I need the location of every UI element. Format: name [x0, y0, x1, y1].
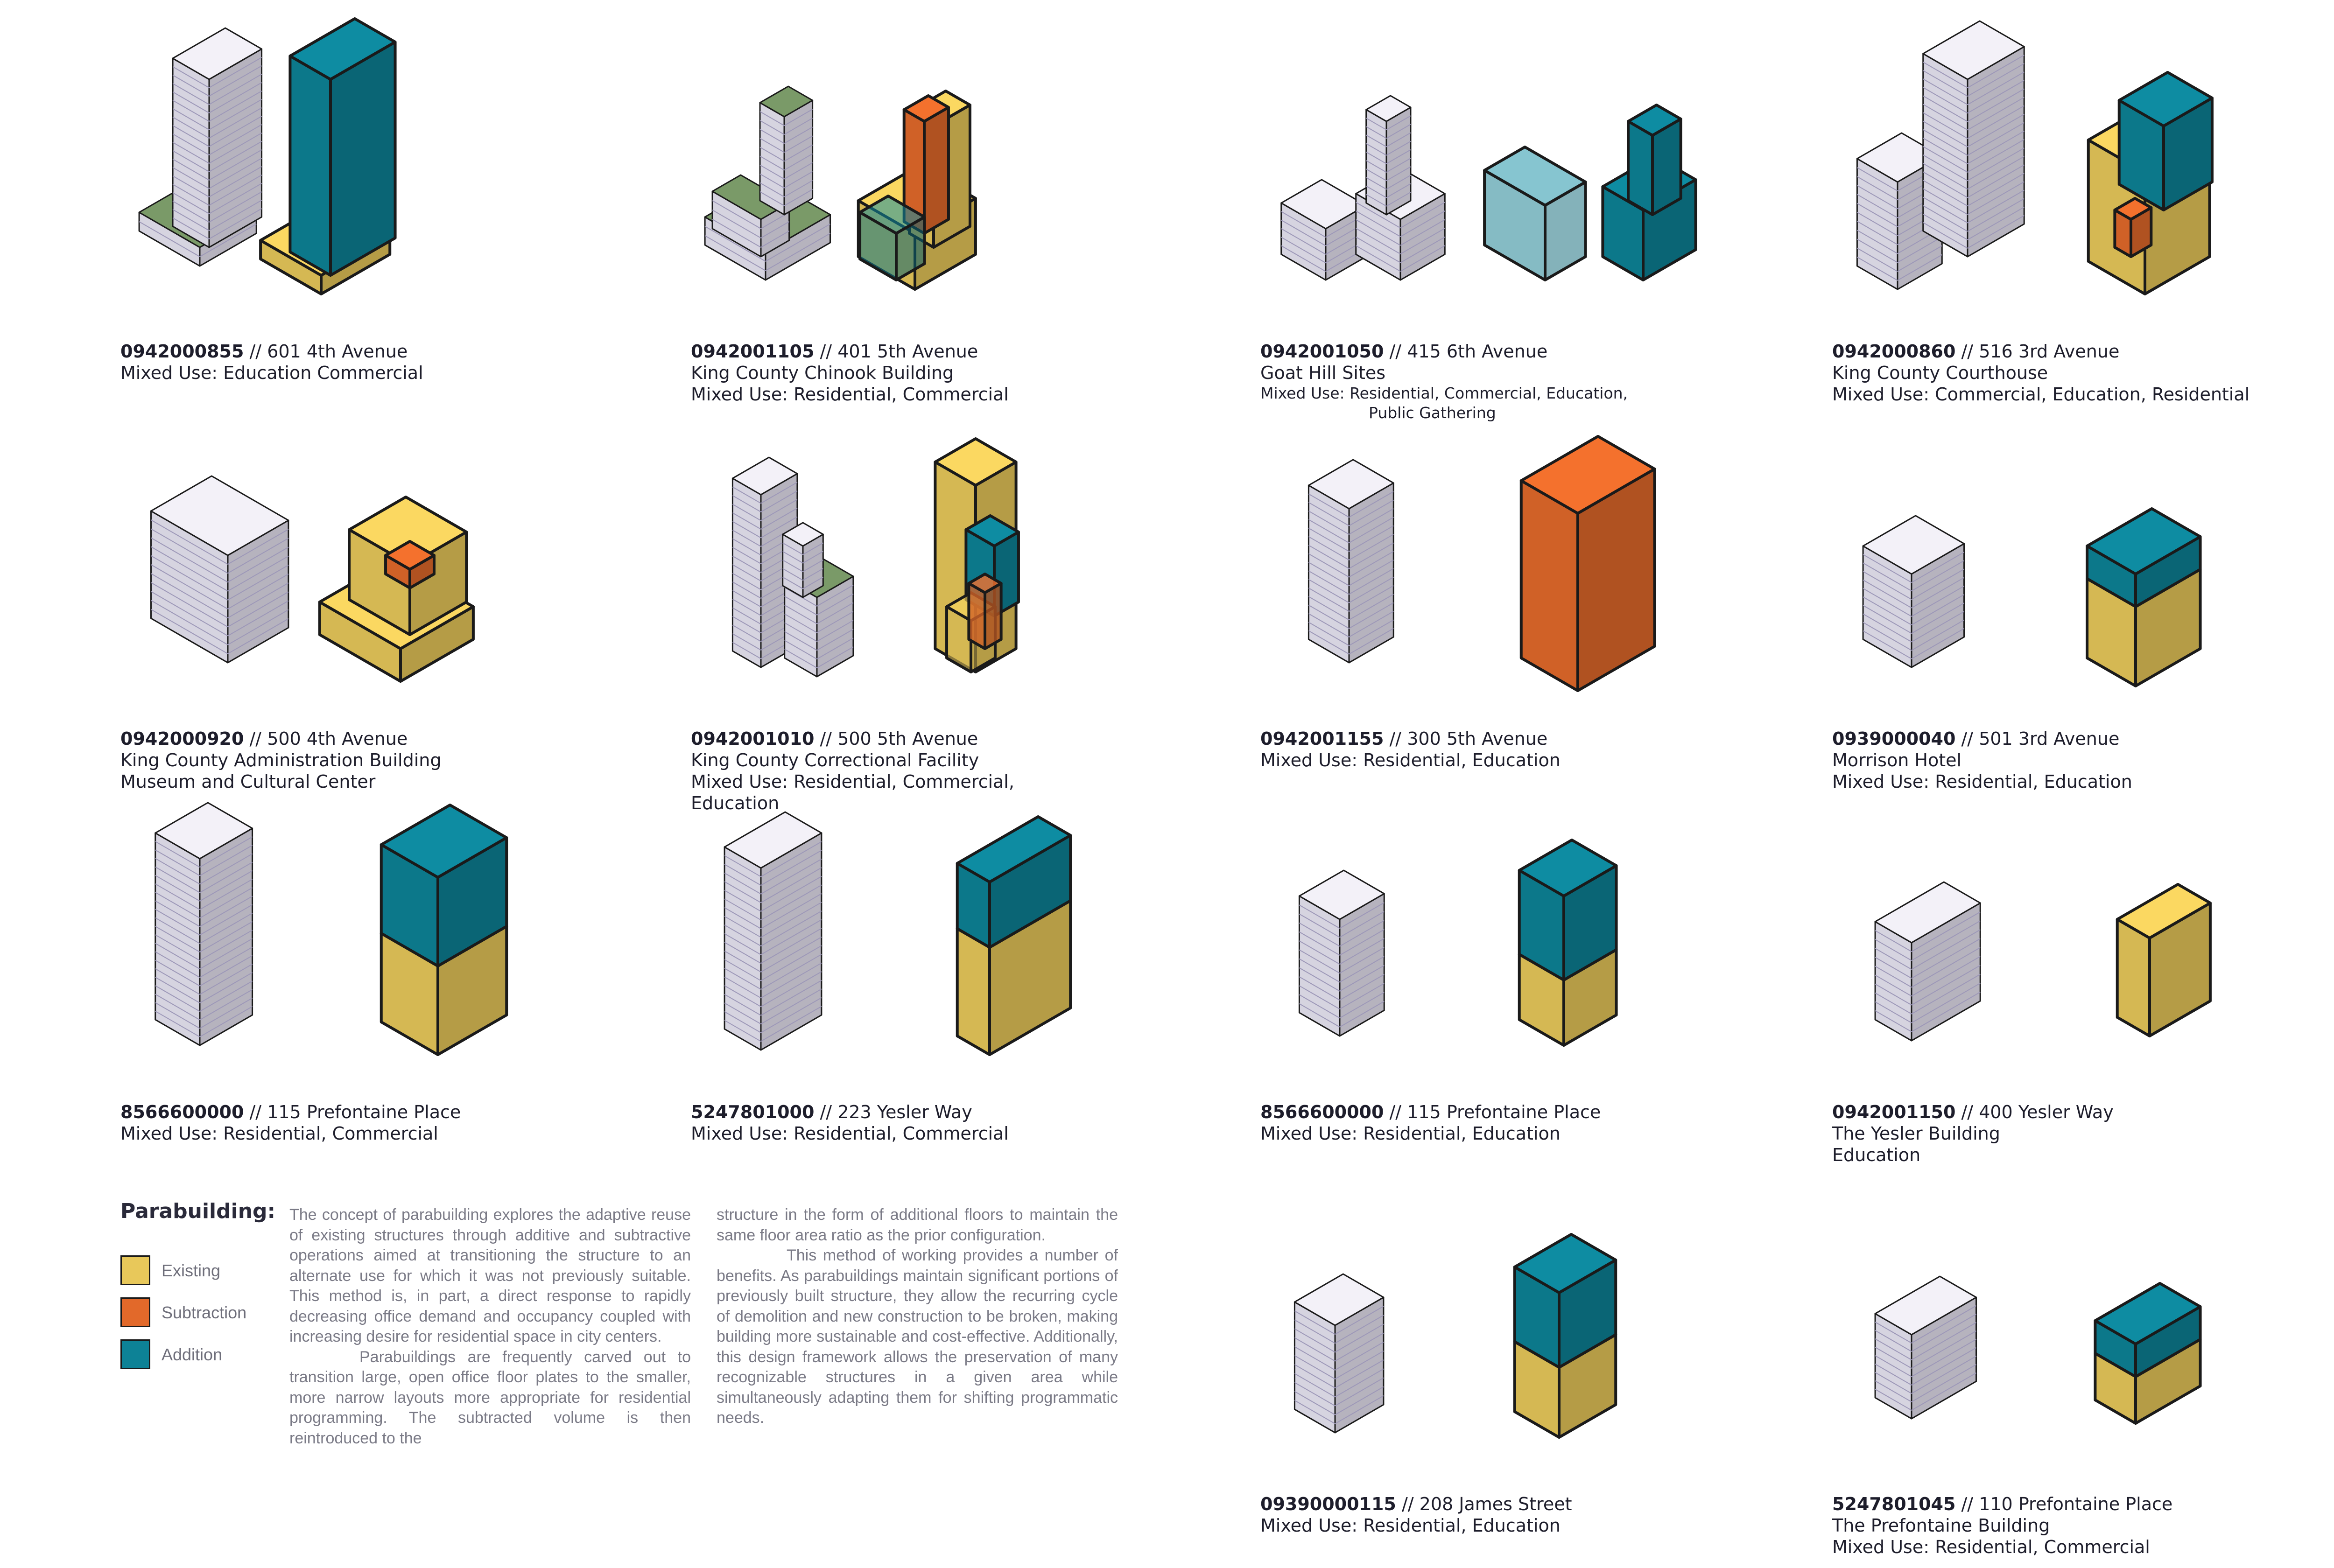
address: 400 Yesler Way: [1979, 1102, 2114, 1122]
caption-line: Mixed Use: Residential, Education: [1260, 750, 1561, 770]
parcel-id: 0942000920: [120, 728, 244, 749]
building-diagram: [1832, 821, 2334, 1097]
parabuilding-figure: [1519, 840, 1617, 1045]
separator: //: [249, 728, 262, 749]
existing-building-figure: [1281, 96, 1445, 280]
building-caption: [1832, 1493, 2334, 1558]
description-paragraph: Parabuildings are frequently carved out to transition large, open office floor plates to the smaller, more narrow layouts more appropriate for residential programming. The subtracted volume is then reintroduced to the: [289, 1348, 691, 1447]
address: 500 5th Avenue: [837, 728, 978, 749]
building-diagram: [691, 821, 1242, 1097]
caption-title: [691, 728, 1242, 749]
building-caption: [1260, 1493, 1811, 1536]
description-paragraph: The concept of parabuilding explores the adaptive reuse of existing structures through additive and subtractive operations aimed at transitioning the structure to an alternate use for which it was not previously suitable. This method is, in part, a direct response to rapidly decreasing office demand and occupancy coupled with increasing desire for residential space in city centers.: [289, 1206, 691, 1345]
separator: //: [1389, 1102, 1402, 1122]
separator: //: [1961, 1102, 1974, 1122]
parabuilding-figure: [858, 91, 976, 289]
caption-line: Morrison Hotel: [1832, 750, 1962, 770]
caption-line: Education: [1832, 1145, 1921, 1165]
address: 500 4th Avenue: [267, 728, 408, 749]
building-caption: [1260, 728, 1811, 771]
building-card: [1832, 821, 2334, 1176]
separator: //: [820, 1102, 832, 1122]
caption-line: Public Gathering: [1369, 404, 1496, 422]
parcel-id: 0942001050: [1260, 341, 1384, 362]
building-caption: [1832, 1101, 2334, 1166]
legend-label-subtraction: Subtraction: [162, 1303, 247, 1322]
parabuilding-figure: [1515, 1234, 1616, 1437]
caption-line: Mixed Use: Residential, Commercial: [1832, 1537, 2150, 1557]
address: 115 Prefontaine Place: [267, 1102, 461, 1122]
caption-line: King County Chinook Building: [691, 363, 954, 383]
building-diagram: [1260, 1213, 1811, 1489]
caption-line: Mixed Use: Residential, Education: [1832, 771, 2132, 792]
caption-line: Mixed Use: Residential, Education: [1260, 1123, 1561, 1144]
description-paragraph: This method of working provides a number of benefits. As parabuildings maintain significant portions of previously built structure, they allow the recurring cycle of demolition and new construction to be broken, making building more sustainable and cost-effective. Additionally, this design framework allows the preservation of many recognizable structures in a given area while simultaneously adapting them for shifting programmatic needs.: [717, 1246, 1118, 1427]
building-caption: [1260, 1101, 1811, 1144]
address: 208 James Street: [1419, 1494, 1572, 1514]
parabuilding-figure: [2088, 72, 2212, 294]
existing-building-figure: [732, 457, 853, 677]
parcel-id: 8566600000: [1260, 1102, 1384, 1122]
caption-line: Goat Hill Sites: [1260, 363, 1386, 383]
building-caption: [1260, 341, 1811, 423]
building-card: [691, 61, 1242, 415]
separator: //: [1961, 728, 1974, 749]
address: 501 3rd Avenue: [1979, 728, 2120, 749]
building-diagram: [120, 448, 671, 723]
building-card: [1260, 1213, 1811, 1568]
building-diagram: [120, 821, 671, 1097]
legend-label-addition: Addition: [162, 1345, 223, 1364]
parabuilding-figure: [957, 817, 1070, 1055]
building-card: [120, 448, 671, 803]
parabuilding-figure: [2117, 884, 2210, 1036]
building-diagram: [1260, 61, 1811, 336]
building-card: [1260, 448, 1811, 803]
address: 115 Prefontaine Place: [1407, 1102, 1601, 1122]
building-caption: [1832, 341, 2334, 405]
caption-line: Education: [691, 793, 780, 813]
description-column-2: [717, 1205, 1118, 1428]
separator: //: [820, 341, 832, 362]
parabuilding-figure: [2095, 1283, 2200, 1423]
parabuilding-figure: [935, 439, 1019, 672]
separator: //: [1961, 1494, 1974, 1514]
building-card: [691, 448, 1242, 813]
caption-title: [691, 341, 1242, 362]
legend-label-existing: Existing: [162, 1261, 221, 1280]
parabuilding-figure: [2087, 509, 2200, 686]
legend: [120, 1199, 276, 1364]
caption-title: [1260, 341, 1811, 362]
address: 110 Prefontaine Place: [1979, 1494, 2173, 1514]
parcel-id: 0942001010: [691, 728, 815, 749]
caption-title: [1832, 341, 2334, 362]
separator: //: [1961, 341, 1974, 362]
address: 300 5th Avenue: [1407, 728, 1548, 749]
address: 223 Yesler Way: [837, 1102, 972, 1122]
building-diagram: [691, 448, 1242, 723]
caption-title: [1832, 1493, 2334, 1515]
legend-swatch-addition: [120, 1339, 150, 1369]
separator: //: [820, 728, 832, 749]
caption-line: Mixed Use: Commercial, Education, Residential: [1832, 384, 2250, 405]
caption-line: King County Courthouse: [1832, 363, 2048, 383]
caption-title: [1260, 1101, 1811, 1123]
description-paragraph: structure in the form of additional floors to maintain the same floor area ratio as the prior configuration.: [717, 1206, 1118, 1244]
caption-line: Mixed Use: Residential, Commercial: [691, 1123, 1009, 1144]
parcel-id: 09390000115: [1260, 1494, 1396, 1514]
caption-title: [1832, 728, 2334, 749]
caption-title: [120, 1101, 671, 1123]
existing-building-figure: [1308, 460, 1393, 663]
caption-line: Mixed Use: Residential, Commercial: [120, 1123, 438, 1144]
existing-building-figure: [1875, 882, 1980, 1041]
address: 601 4th Avenue: [267, 341, 408, 362]
caption-line: Mixed Use: Education Commercial: [120, 363, 423, 383]
building-diagram: [1832, 1213, 2334, 1489]
existing-building-figure: [705, 86, 830, 280]
parcel-id: 0942001155: [1260, 728, 1384, 749]
building-diagram: [1832, 448, 2334, 723]
building-card: [120, 61, 671, 415]
building-caption: [691, 728, 1242, 814]
address: 516 3rd Avenue: [1979, 341, 2120, 362]
existing-building-figure: [151, 476, 288, 663]
building-caption: [1832, 728, 2334, 792]
existing-building-figure: [139, 28, 261, 266]
parcel-id: 5247801000: [691, 1102, 815, 1122]
parabuilding-figure: [320, 497, 473, 681]
legend-title: Parabuilding:: [120, 1199, 276, 1223]
caption-title: [691, 1101, 1242, 1123]
separator: //: [249, 1102, 262, 1122]
caption-title: [120, 341, 671, 362]
existing-building-figure: [724, 812, 822, 1050]
caption-line: The Prefontaine Building: [1832, 1515, 2050, 1536]
caption-title: [1260, 1493, 1811, 1515]
parcel-id: 0942001150: [1832, 1102, 1956, 1122]
separator: //: [1389, 728, 1402, 749]
caption-line: The Yesler Building: [1832, 1123, 2000, 1144]
separator: //: [249, 341, 262, 362]
building-diagram: [1832, 61, 2334, 336]
parabuilding-figure: [1521, 436, 1655, 691]
address: 401 5th Avenue: [837, 341, 978, 362]
separator: //: [1389, 341, 1402, 362]
caption-line: King County Administration Building: [120, 750, 442, 770]
building-card: [1832, 448, 2334, 803]
building-card: [1832, 1213, 2334, 1568]
caption-title: [1260, 728, 1811, 749]
parabuilding-figure: [1484, 105, 1695, 280]
existing-building-figure: [1294, 1274, 1384, 1433]
building-diagram: [120, 61, 671, 336]
building-diagram: [1260, 448, 1811, 723]
existing-building-figure: [1299, 870, 1384, 1036]
caption-line: Mixed Use: Residential, Commercial,: [691, 771, 1014, 792]
building-caption: [691, 1101, 1242, 1144]
building-diagram: [691, 61, 1242, 336]
existing-building-figure: [1857, 21, 2024, 289]
parabuilding-figure: [260, 19, 395, 294]
parcel-id: 0942000855: [120, 341, 244, 362]
building-card: [1260, 61, 1811, 422]
building-caption: [691, 341, 1242, 405]
parcel-id: 0939000040: [1832, 728, 1956, 749]
caption-title: [120, 728, 671, 749]
parcel-id: 0942001105: [691, 341, 815, 362]
existing-building-figure: [1875, 1276, 1976, 1419]
description-column-1: [289, 1205, 691, 1449]
caption-line: Museum and Cultural Center: [120, 771, 376, 792]
caption-line: Mixed Use: Residential, Education: [1260, 1515, 1561, 1536]
parcel-id: 8566600000: [120, 1102, 244, 1122]
caption-title: [1832, 1101, 2334, 1123]
building-card: [1260, 821, 1811, 1176]
existing-building-figure: [155, 803, 253, 1045]
caption-line: King County Correctional Facility: [691, 750, 979, 770]
building-card: [691, 821, 1242, 1176]
building-caption: [120, 728, 671, 792]
parcel-id: 5247801045: [1832, 1494, 1956, 1514]
building-diagram: [1260, 821, 1811, 1097]
legend-swatch-existing: [120, 1255, 150, 1285]
existing-building-figure: [1863, 516, 1964, 667]
legend-swatch-subtraction: [120, 1297, 150, 1327]
building-card: [1832, 61, 2334, 415]
parcel-id: 0942000860: [1832, 341, 1956, 362]
caption-line: Mixed Use: Residential, Commercial, Education,: [1260, 384, 1628, 402]
separator: //: [1401, 1494, 1414, 1514]
building-card: [120, 821, 671, 1176]
building-caption: [120, 1101, 671, 1144]
caption-line: Mixed Use: Residential, Commercial: [691, 384, 1009, 405]
address: 415 6th Avenue: [1407, 341, 1548, 362]
parabuilding-figure: [381, 805, 506, 1055]
building-caption: [120, 341, 671, 384]
